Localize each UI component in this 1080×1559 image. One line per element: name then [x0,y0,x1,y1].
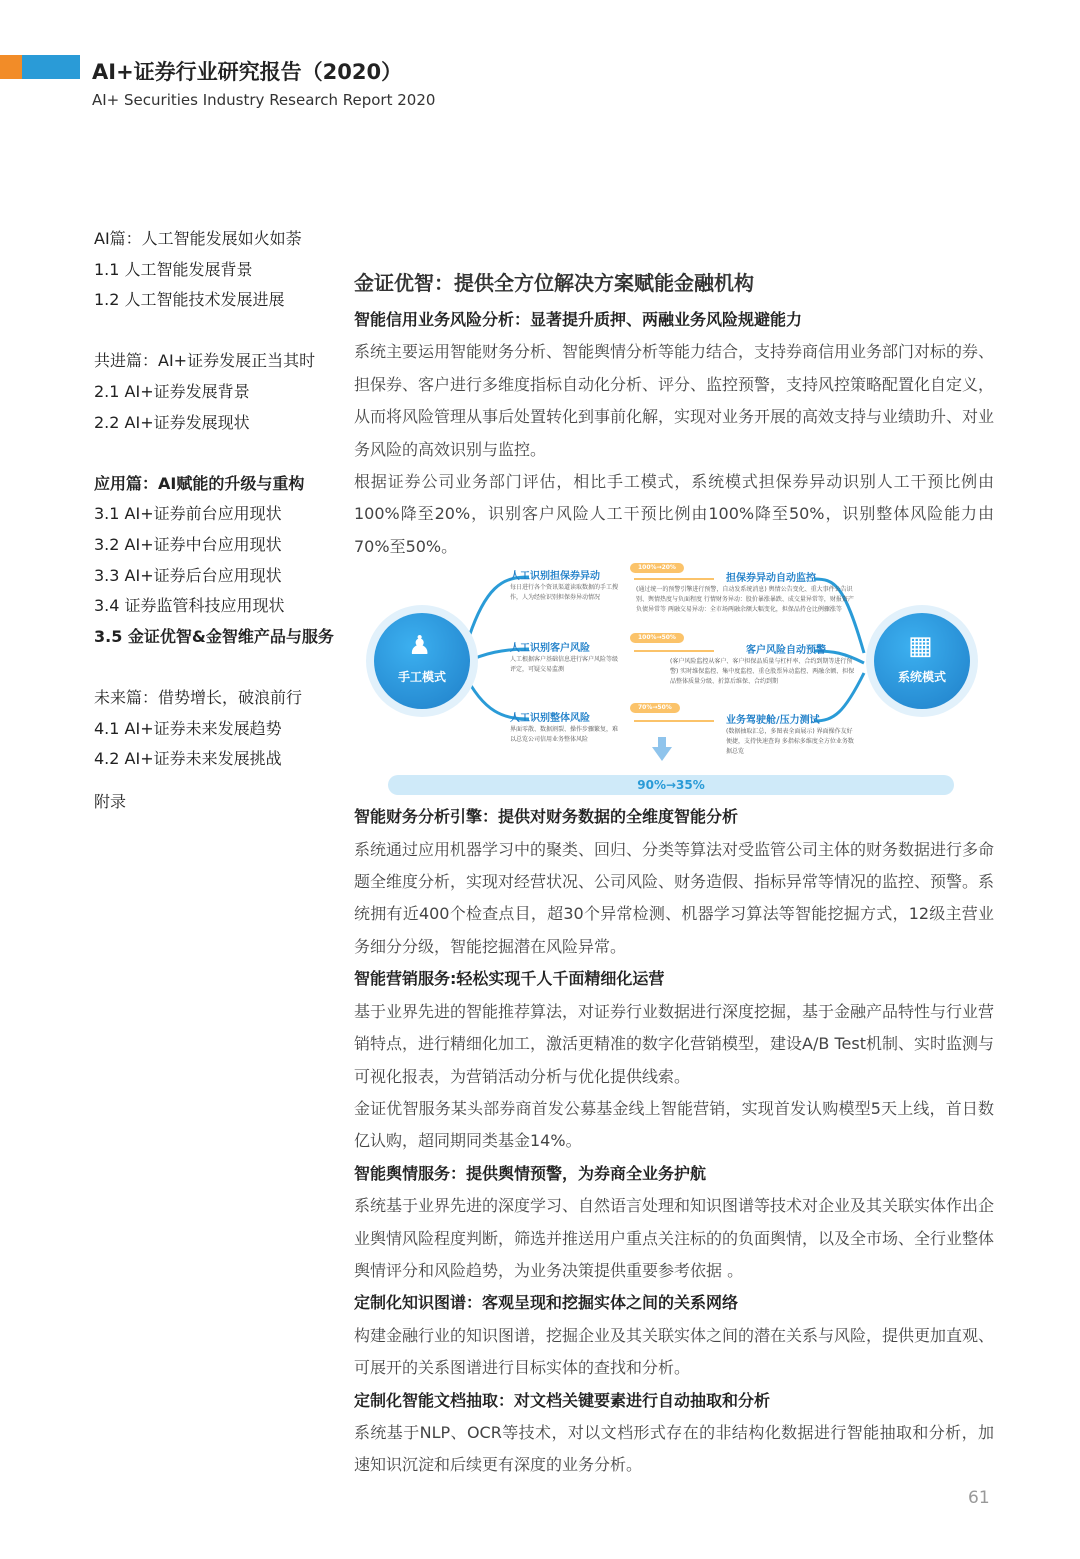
section-heading: 定制化智能文档抽取：对文档关键要素进行自动抽取和分析 [354,1390,771,1410]
row2-left-title: 人工识别客户风险 [510,643,590,655]
toc-item[interactable]: 4.1 AI+证券未来发展趋势 [94,718,282,738]
row2-right-text: (客户风险监控从客户、客户担保品质量与杠杆率、合约到期等进行预警) 实时维保监控、集中度监控、重仓股票异动监控、两融余额、担保品整体质量分级、折算后维保、合约到期 [670,658,855,686]
toc-item[interactable]: 共进篇：AI+证券发展正当其时 [94,351,316,371]
toc-item[interactable]: 3.4 证券监管科技应用现状 [94,596,285,616]
header-accent-orange [0,55,22,79]
toc-item[interactable]: 附录 [94,791,127,811]
paragraph: 基于业界先进的智能推荐算法，对证券行业数据进行深度挖掘，基于金融产品特性与行业营销特点，进行精细化加工，激活更精准的数字化营销模型，建设A/B Test机制、实时监测与可视化报表，为营销活动分析与优化提供线索。 [354,1001,995,1086]
system-mode-circle: ▦ 系统模式 [874,613,970,709]
row3-right-title: 业务驾驶舱/压力测试 [726,715,820,727]
section-heading: 智能财务分析引擎：提供对财务数据的全维度智能分析 [354,807,739,827]
page-number: 61 [968,1488,990,1508]
row2-left-text: 人工根据客户基础信息进行客户风险等级评定，可疑交易监测 [510,656,619,674]
row2-right-title: 客户风险自动预警 [746,645,826,657]
row3-pill: 70%→50% [630,703,680,713]
down-arrow-icon [652,747,672,761]
toc-item[interactable]: 3.1 AI+证券前台应用现状 [94,504,282,524]
row2-pill: 100%→50% [630,633,684,643]
page-title: 金证优智：提供全方位解决方案赋能金融机构 [354,271,754,295]
report-subtitle: AI+ Securities Industry Research Report 2020 [92,91,436,109]
people-icon: ♟ [408,631,432,662]
toc-item[interactable]: 1.2 人工智能技术发展进展 [94,290,285,310]
risk-comparison-diagram [354,563,974,799]
row3-left-text: 界面零散、数据割裂、操作步骤繁复，难以总览公司信用业务整体风险 [510,726,619,744]
paragraph: 系统基于业界先进的深度学习、自然语言处理和知识图谱等技术对企业及其关联实体作出企业舆情风险程度判断，筛选并推送用户重点关注标的的负面舆情，以及全市场、全行业整体舆情评分和风险趋势，为业务决策提供重要参考依据 。 [354,1196,995,1280]
main-content [354,266,994,1482]
toc-item[interactable]: 2.1 AI+证券发展背景 [94,381,250,401]
toc-item[interactable]: AI篇：人工智能发展如火如荼 [94,229,302,248]
down-arrow-stem [658,737,666,747]
section-heading: 智能营销服务:轻松实现千人千面精细化运营 [354,969,665,989]
paragraph: 构建金融行业的知识图谱，挖掘企业及其关联实体之间的潜在关系与风险，提供更加直观、可展开的关系图谱进行目标实体的查找和分析。 [354,1325,995,1378]
toc-item[interactable]: 4.2 AI+证券未来发展挑战 [94,749,282,769]
toc-item[interactable]: 应用篇：AI赋能的升级与重构 [94,473,305,493]
overall-result-bar: 90%→35% [388,775,954,795]
chart-icon: ▦ [908,631,933,662]
row1-right-text: (通过统一的预警引擎进行预警，自动发系统消息) 舆情公告变化、重大事件公告识别、舆情热度与负面程度 行情财务异动：股价暴涨暴跌、成交量异常等，财报资产负债异常等 两融交易异动：全市场两融余额大幅变化，担保品持仓比例骤涨等 [636,586,854,614]
section-heading: 智能信用业务风险分析：显著提升质押、两融业务风险规避能力 [354,310,803,329]
paragraph: 根据证券公司业务部门评估，相比手工模式，系统模式担保券异动识别人工干预比例由100%降至20%，识别客户风险人工干预比例由100%降至50%，识别整体风险能力由70%至50%。 [354,472,994,556]
header-accent-blue [22,55,80,79]
row3-left-title: 人工识别整体风险 [510,713,590,725]
toc-item[interactable]: 2.2 AI+证券发展现状 [94,412,250,432]
row3-right-text: (数据抽取汇总，多图表全面展示) 界面操作友好便捷，支持快速查询 多指标多维度全方位业务数据总览 [726,728,854,756]
paragraph: 系统基于NLP、OCR等技术，对以文档形式存在的非结构化数据进行智能抽取和分析，加速知识沉淀和后续更有深度的业务分析。 [354,1422,994,1475]
toc-item[interactable]: 1.1 人工智能发展背景 [94,259,253,279]
row1-pill: 100%→20% [630,563,684,573]
paragraph: 系统通过应用机器学习中的聚类、回归、分类等算法对受监管公司主体的财务数据进行多命题全维度分析，实现对经营状况、公司风险、财务造假、指标异常等情况的监控、预警。系统拥有近400个检查点目，超30个异常检测、机器学习算法等智能挖掘方式，12级主营业务细分分级，智能挖掘潜在风险异常。 [354,839,995,956]
section-heading: 定制化知识图谱：客观呈现和挖掘实体之间的关系网络 [354,1293,739,1313]
paragraph: 金证优智服务某头部券商首发公募基金线上智能营销，实现首发认购模型5天上线，首日数亿认购，超同期同类基金14%。 [354,1098,994,1151]
row1-left-text: 每日进行各个资讯渠道读取数据的手工搜作，人为经验识别担保券异动情况 [510,584,619,602]
section-heading: 智能舆情服务：提供舆情预警，为券商全业务护航 [354,1163,707,1183]
row1-right-title: 担保券异动自动监控 [726,573,816,585]
toc-item[interactable]: 3.3 AI+证券后台应用现状 [94,565,282,585]
paragraph: 系统主要运用智能财务分析、智能舆情分析等能力结合，支持券商信用业务部门对标的券、担保券、客户进行多维度指标自动化分析、评分、监控预警，支持风控策略配置化自定义，从而将风险管理从事后处置转化到事前化解，实现对业务开展的高效支持与业绩助升、对业务风险的高效识别与监控。 [354,342,995,459]
row1-left-title: 人工识别担保券异动 [510,571,600,583]
toc-item[interactable]: 未来篇：借势增长，破浪前行 [94,687,303,707]
table-of-contents [94,224,352,817]
report-title: AI+证券行业研究报告（2020） [92,60,403,84]
manual-mode-circle: ♟ 手工模式 [374,613,470,709]
toc-item-current[interactable]: 3.5 金证优智&金智维产品与服务 [94,626,334,646]
toc-item[interactable]: 3.2 AI+证券中台应用现状 [94,534,282,554]
